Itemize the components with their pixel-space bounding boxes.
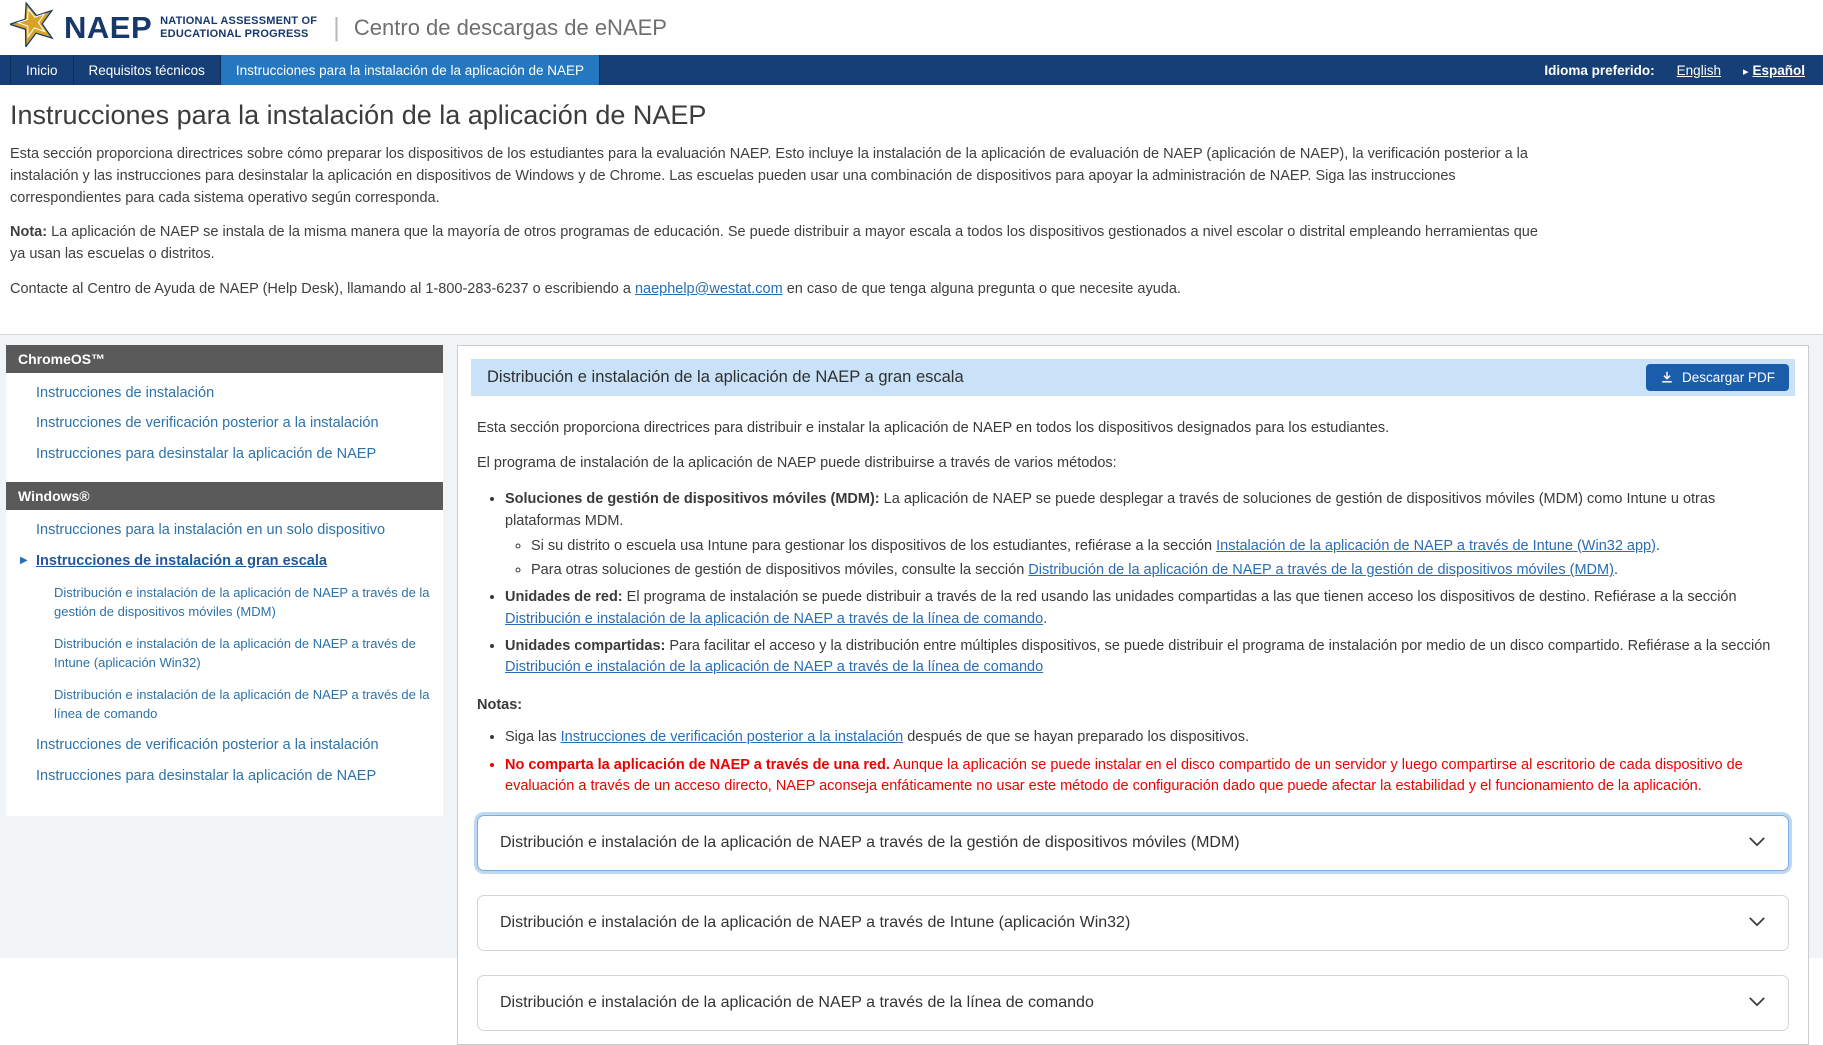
page-intro [0,85,1823,335]
sidebar-header-windows: Windows® [6,482,443,510]
sidebar-link-windows-single-device[interactable]: Instrucciones para la instalación en un solo dispositivo [36,521,433,541]
language-selected-caret-icon: ▸ [1743,66,1749,78]
mdm-sub-intune [531,536,1789,558]
method-mdm-label: Soluciones de gestión de dispositivos móviles (MDM): [505,491,880,507]
mdm-sub-intune-text: Si su distrito o escuela usa Intune para gestionar los dispositivos de los estudiantes, refiérase a la sección [531,538,1216,554]
link-post-install-verification[interactable]: Instrucciones de verificación posterior a la instalación [561,729,904,745]
naep-org-line2: EDUCATIONAL PROGRESS [160,28,317,41]
language-label: Idioma preferido: [1544,63,1654,78]
sidebar [6,345,443,816]
sidebar-section-chromeos [6,345,443,465]
note-verification-after: después de que se hayan preparado los dispositivos. [903,729,1249,745]
intro-paragraph-text: Esta sección proporciona directrices sobre cómo preparar los dispositivos de los estudiantes para la evaluación NAEP. Esto incluye la instalación de la aplicación de evaluación de NAEP (aplicación de NAEP), la verificación posterior a la instalación y las instrucciones para desinstalar la aplicación en dispositivos de Windows y de Chrome. Las escuelas pueden usar una combinación de dispositivos para apoyar la administración de NAEP. Siga las instrucciones correspondientes para cada sistema operativo según corresponda. [10,146,1528,206]
intro-contact [10,279,1538,301]
accordion-intune[interactable] [477,895,1789,951]
chevron-down-icon [1748,991,1766,1015]
nav-tabs [10,55,600,85]
sidebar-link-chromeos-verification[interactable]: Instrucciones de verificación posterior a la instalación [36,414,433,434]
naep-acronym: NAEP [64,12,152,43]
notes-heading: Notas: [477,695,1789,717]
accordion-command-line[interactable] [477,975,1789,1031]
accordion-mdm[interactable] [477,815,1789,871]
naep-logo [10,3,317,52]
accordion-command-line-title: Distribución e instalación de la aplicación de NAEP a través de la línea de comando [500,991,1094,1015]
accordion-intune-title: Distribución e instalación de la aplicación de NAEP a través de Intune (aplicación Win32) [500,911,1130,935]
mdm-sub-other-text: Para otras soluciones de gestión de dispositivos móviles, consulte la sección [531,562,1028,578]
sidebar-link-windows-verification[interactable]: Instrucciones de verificación posterior a la instalación [36,736,433,756]
mdm-sub-intune-period: . [1656,538,1660,554]
link-command-line-section-1[interactable]: Distribución e instalación de la aplicación de NAEP a través de la línea de comando [505,611,1043,627]
notes-list [477,727,1789,798]
page-title: Instrucciones para la instalación de la aplicación de NAEP [10,100,1538,131]
method-shared-text: Para facilitar el acceso y la distribución entre múltiples dispositivos, se puede distribuir el programa de instalación por medio de un disco compartido. Refiérase a la sección [665,638,1770,654]
methods-list [477,489,1789,679]
sidebar-link-chromeos-install[interactable]: Instrucciones de instalación [36,384,433,404]
content-region [0,335,1823,958]
note-text: La aplicación de NAEP se instala de la misma manera que la mayoría de otros programas de educación. Se puede distribuir a mayor escala a todos los dispositivos gestionados a nivel escolar o distrital empleando herramientas que ya usan las escuelas o distritos. [10,224,1538,262]
sidebar-link-windows-large-scale-label: Instrucciones de instalación a gran escala [36,553,327,569]
method-mdm-text: La aplicación de NAEP se puede desplegar a través de soluciones de gestión de dispositivos móviles (MDM) como Intune u otras plataformas MDM. [505,491,1715,529]
download-pdf-label: Descargar PDF [1682,370,1775,385]
download-icon [1660,370,1674,384]
main-panel [457,345,1809,1045]
mdm-sub-list [505,536,1789,583]
panel-title: Distribución e instalación de la aplicación de NAEP a gran escala [487,368,964,387]
language-english-link[interactable]: English [1677,63,1721,78]
link-intune-win32-section[interactable]: Instalación de la aplicación de NAEP a través de Intune (Win32 app) [1216,538,1656,554]
link-command-line-section-2[interactable]: Distribución e instalación de la aplicación de NAEP a través de la línea de comando [505,659,1043,675]
panel-intro-2: El programa de instalación de la aplicación de NAEP puede distribuirse a través de varios métodos: [477,453,1789,475]
panel-intro-1: Esta sección proporciona directrices para distribuir e instalar la aplicación de NAEP en todos los dispositivos designados para los estudiantes. [477,418,1789,440]
nav-tab-instrucciones[interactable]: Instrucciones para la instalación de la aplicación de NAEP [220,55,600,85]
accordion-mdm-title: Distribución e instalación de la aplicación de NAEP a través de la gestión de dispositivos móviles (MDM) [500,831,1240,855]
sidebar-link-windows-uninstall[interactable]: Instrucciones para desinstalar la aplicación de NAEP [36,767,433,787]
note-warning-bold: No comparta la aplicación de NAEP a través de una red. [505,757,890,773]
site-header [0,0,1823,55]
sidebar-link-windows-large-scale[interactable] [36,552,433,572]
note-label: Nota: [10,224,47,240]
panel-body [471,396,1795,1032]
header-divider: | [333,12,340,43]
language-spanish-wrap[interactable] [1743,63,1805,78]
active-item-triangle-icon: ▶ [20,554,28,568]
sidebar-links-chromeos [6,384,443,465]
main-nav [0,55,1823,85]
intro-note [10,222,1538,266]
chevron-down-icon [1748,831,1766,855]
note-verification-before: Siga las [505,729,561,745]
sidebar-links-windows [6,521,443,786]
sidebar-header-chromeos: ChromeOS™ [6,345,443,373]
mdm-sub-other-period: . [1614,562,1618,578]
contact-text-before: Contacte al Centro de Ayuda de NAEP (Help Desk), llamando al 1-800-283-6237 o escribiendo a [10,281,635,297]
site-title: Centro de descargas de eNAEP [354,15,667,41]
sidebar-sublink-mdm[interactable]: Distribución e instalación de la aplicación de NAEP a través de la gestión de dispositivos móviles (MDM) [36,584,433,622]
method-network-period: . [1043,611,1047,627]
note-warning-text: Aunque la aplicación se puede instalar en el disco compartido de un servidor y luego compartirse al escritorio de cada dispositivo de evaluación a través de un acceso directo, NAEP aconseja enfáticamente no usar este método de configuración dado que puede afectar la estabilidad y el funcionamiento de la aplicación. [505,757,1743,795]
method-mdm [505,489,1789,582]
method-network-drives [505,587,1789,631]
nav-tab-inicio[interactable]: Inicio [10,55,73,85]
contact-text-after: en caso de que tenga alguna pregunta o que necesite ayuda. [783,281,1181,297]
naep-star-icon [10,1,56,52]
method-shared-label: Unidades compartidas: [505,638,665,654]
chevron-down-icon [1748,911,1766,935]
method-network-label: Unidades de red: [505,589,623,605]
link-mdm-section[interactable]: Distribución de la aplicación de NAEP a través de la gestión de dispositivos móviles (MDM) [1028,562,1614,578]
method-shared-drives [505,636,1789,680]
sidebar-link-chromeos-uninstall[interactable]: Instrucciones para desinstalar la aplicación de NAEP [36,445,433,465]
naep-org-name [160,15,317,40]
mdm-sub-other [531,560,1789,582]
method-network-text: El programa de instalación se puede distribuir a través de la red usando las unidades compartidas a las que tienen acceso los dispositivos de destino. Refiérase a la sección [623,589,1737,605]
sidebar-sublink-command-line[interactable]: Distribución e instalación de la aplicación de NAEP a través de la línea de comando [36,686,433,724]
note-verification [505,727,1789,749]
naep-org-line1: NATIONAL ASSESSMENT OF [160,15,317,28]
intro-paragraph [10,144,1538,209]
language-switcher [1544,55,1823,85]
language-spanish-link[interactable]: Español [1752,63,1805,78]
sidebar-section-windows [6,482,443,786]
sidebar-sublink-intune[interactable]: Distribución e instalación de la aplicación de NAEP a través de Intune (aplicación Win32) [36,635,433,673]
helpdesk-email-link[interactable]: naephelp@westat.com [635,281,783,297]
panel-header [471,359,1795,396]
nav-tab-requisitos[interactable]: Requisitos técnicos [73,55,220,85]
note-warning [505,755,1789,799]
download-pdf-button[interactable] [1646,364,1789,391]
